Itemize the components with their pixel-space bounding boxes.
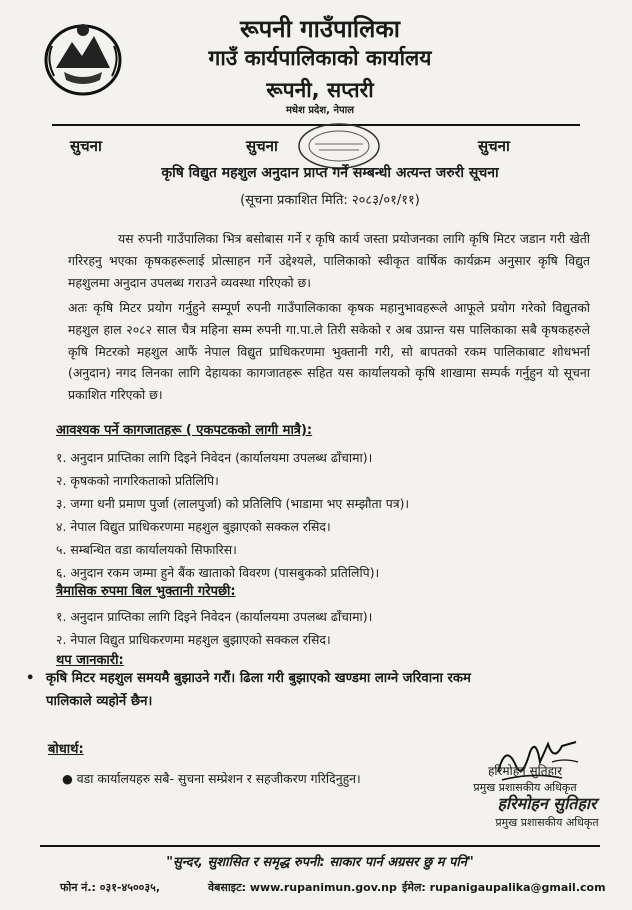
required-documents-heading: आवश्यक पर्ने कागजातहरू ( एकपटकको लागी मात्रै): [56,423,313,438]
body-paragraph-2: अतः कृषि मिटर प्रयोग गर्नुहुने सम्पूर्ण रुपनी गाउँपालिकाका कृषक महानुभावहरूले आफूले प्रयोग गरेको विद्युतको महशुल हाल २०८२ साल चैत्र महिना सम्म रुपनी गा.पा.ले तिरी सकेको र अब उप्रान्त यस पालिकाका सबै कृषकहरुले कृषि मिटरको महशुल आफैं नेपाल विद्युत प्राधिकरणमा भुक्तानी गरी, सो बापतको रकम पालिकाबाट शोधभर्ना (अनुदान) नगद लिनका लागि देहायका कागजातहरू सहित यस कार्यालयको कृषि शाखामा सम्पर्क गर्नुहुन यो सूचना प्रकाशित गरिएको छ। [68,300,590,403]
quarterly-documents-list [56,605,372,651]
office-location: रूपनी, सप्तरी [266,78,374,102]
province-name: मधेश प्रदेश, नेपाल [285,105,355,116]
cc-heading: बोधार्थ: [48,742,84,757]
list-item: ६. अनुदान रकम जम्मा हुने बैंक खाताको विवरण (पासबुकको प्रतिलिपि)। [56,565,380,580]
body-paragraph-1: यस रुपनी गाउँपालिका भित्र बसोबास गर्ने र कृषि कार्य जस्ता प्रयोजनका लागि कृषि मिटर जडान गरी खेती गरिरहनु भएका कृषकहरूलाई प्रोत्साहन गर्ने उद्देश्यले, पालिकाको स्वीकृत वार्षिक कार्यक्रम अनुसार कृषि विद्युत महशुलमा अनुदान उपलब्ध गराउने व्यवस्था गरिएको छ। [68,231,590,290]
list-item: ५. सम्बन्धित वडा कार्यालयको सिफारिस। [56,542,237,557]
footer-divider [40,845,600,847]
list-item: ४. नेपाल विद्युत प्राधिकरणमा महशुल बुझाएको सक्कल रसिद। [56,519,331,534]
quarterly-documents-heading: त्रैमासिक रुपमा बिल भुक्तानी गरेपछी: [56,584,236,599]
additional-info-text: कृषि मिटर महशुल समयमै बुझाउने गरौं। ढिला गरी बुझाएको खण्डमा लाग्ने जरिवाना रकम पालिकाले व्यहोर्ने छैन। [46,671,471,709]
list-item: २. कृषकको नागरिकताको प्रतिलिपि। [56,473,219,488]
signatory-name: हरिमोहन सुतिहार [488,764,562,778]
list-item: २. नेपाल विद्युत प्राधिकरणमा महशुल बुझाएको सक्कल रसिद। [56,632,331,647]
required-documents-list [56,446,409,584]
footer-website[interactable]: वेबसाइट: www.rupanimun.gov.np [208,881,397,894]
notice-title: कृषि विद्युत महशुल अनुदान प्राप्त गर्ने सम्बन्धी अत्यन्त जरुरी सूचना [161,165,499,181]
municipality-name: रूपनी गाउँपालिका [239,15,401,43]
government-emblem-icon [42,16,124,98]
notice-label-center: सुचना [246,137,278,155]
bullet-dot: • [26,671,35,686]
name-stamp-role: प्रमुख प्रशासकीय अधिकृत [495,816,599,829]
footer-phone: फोन नं.: ०३१-४५००३५, [60,881,161,894]
list-item: ३. जग्गा धनी प्रमाण पुर्जा (लालपुर्जा) को प्रतिलिपि (भाडामा भए सम्झौता पत्र)। [56,496,410,511]
additional-info-heading: थप जानकारी: [56,653,124,668]
footer-slogan: "सुन्दर, सुशासित र समृद्ध रुपनी: साकार पार्न अग्रसर छु म पनि" [166,855,474,870]
list-item: १. अनुदान प्राप्तिका लागि दिइने निवेदन (कार्यालयमा उपलब्ध ढाँचामा)। [56,609,373,624]
name-stamp: हरिमोहन सुतिहार [497,794,597,813]
notice-label-right: सुचना [478,137,510,155]
footer-email[interactable]: ईमेल: rupanigaupalika@gmail.com [402,881,606,894]
notice-label-left: सुचना [70,137,102,155]
signatory-role: प्रमुख प्रशासकीय अधिकृत [473,781,577,794]
list-item: १. अनुदान प्राप्तिका लागि दिइने निवेदन (कार्यालयमा उपलब्ध ढाँचामा)। [56,450,373,465]
office-name: गाउँ कार्यपालिकाको कार्यालय [208,46,432,70]
cc-item: ● वडा कार्यालयहरु सबै- सुचना सम्प्रेशन र सहजीकरण गरिदिनुहुन। [62,771,361,786]
additional-info-bullet [26,667,476,713]
publish-date: (सूचना प्रकाशित मिति: २०८३/०१/११) [240,193,420,208]
